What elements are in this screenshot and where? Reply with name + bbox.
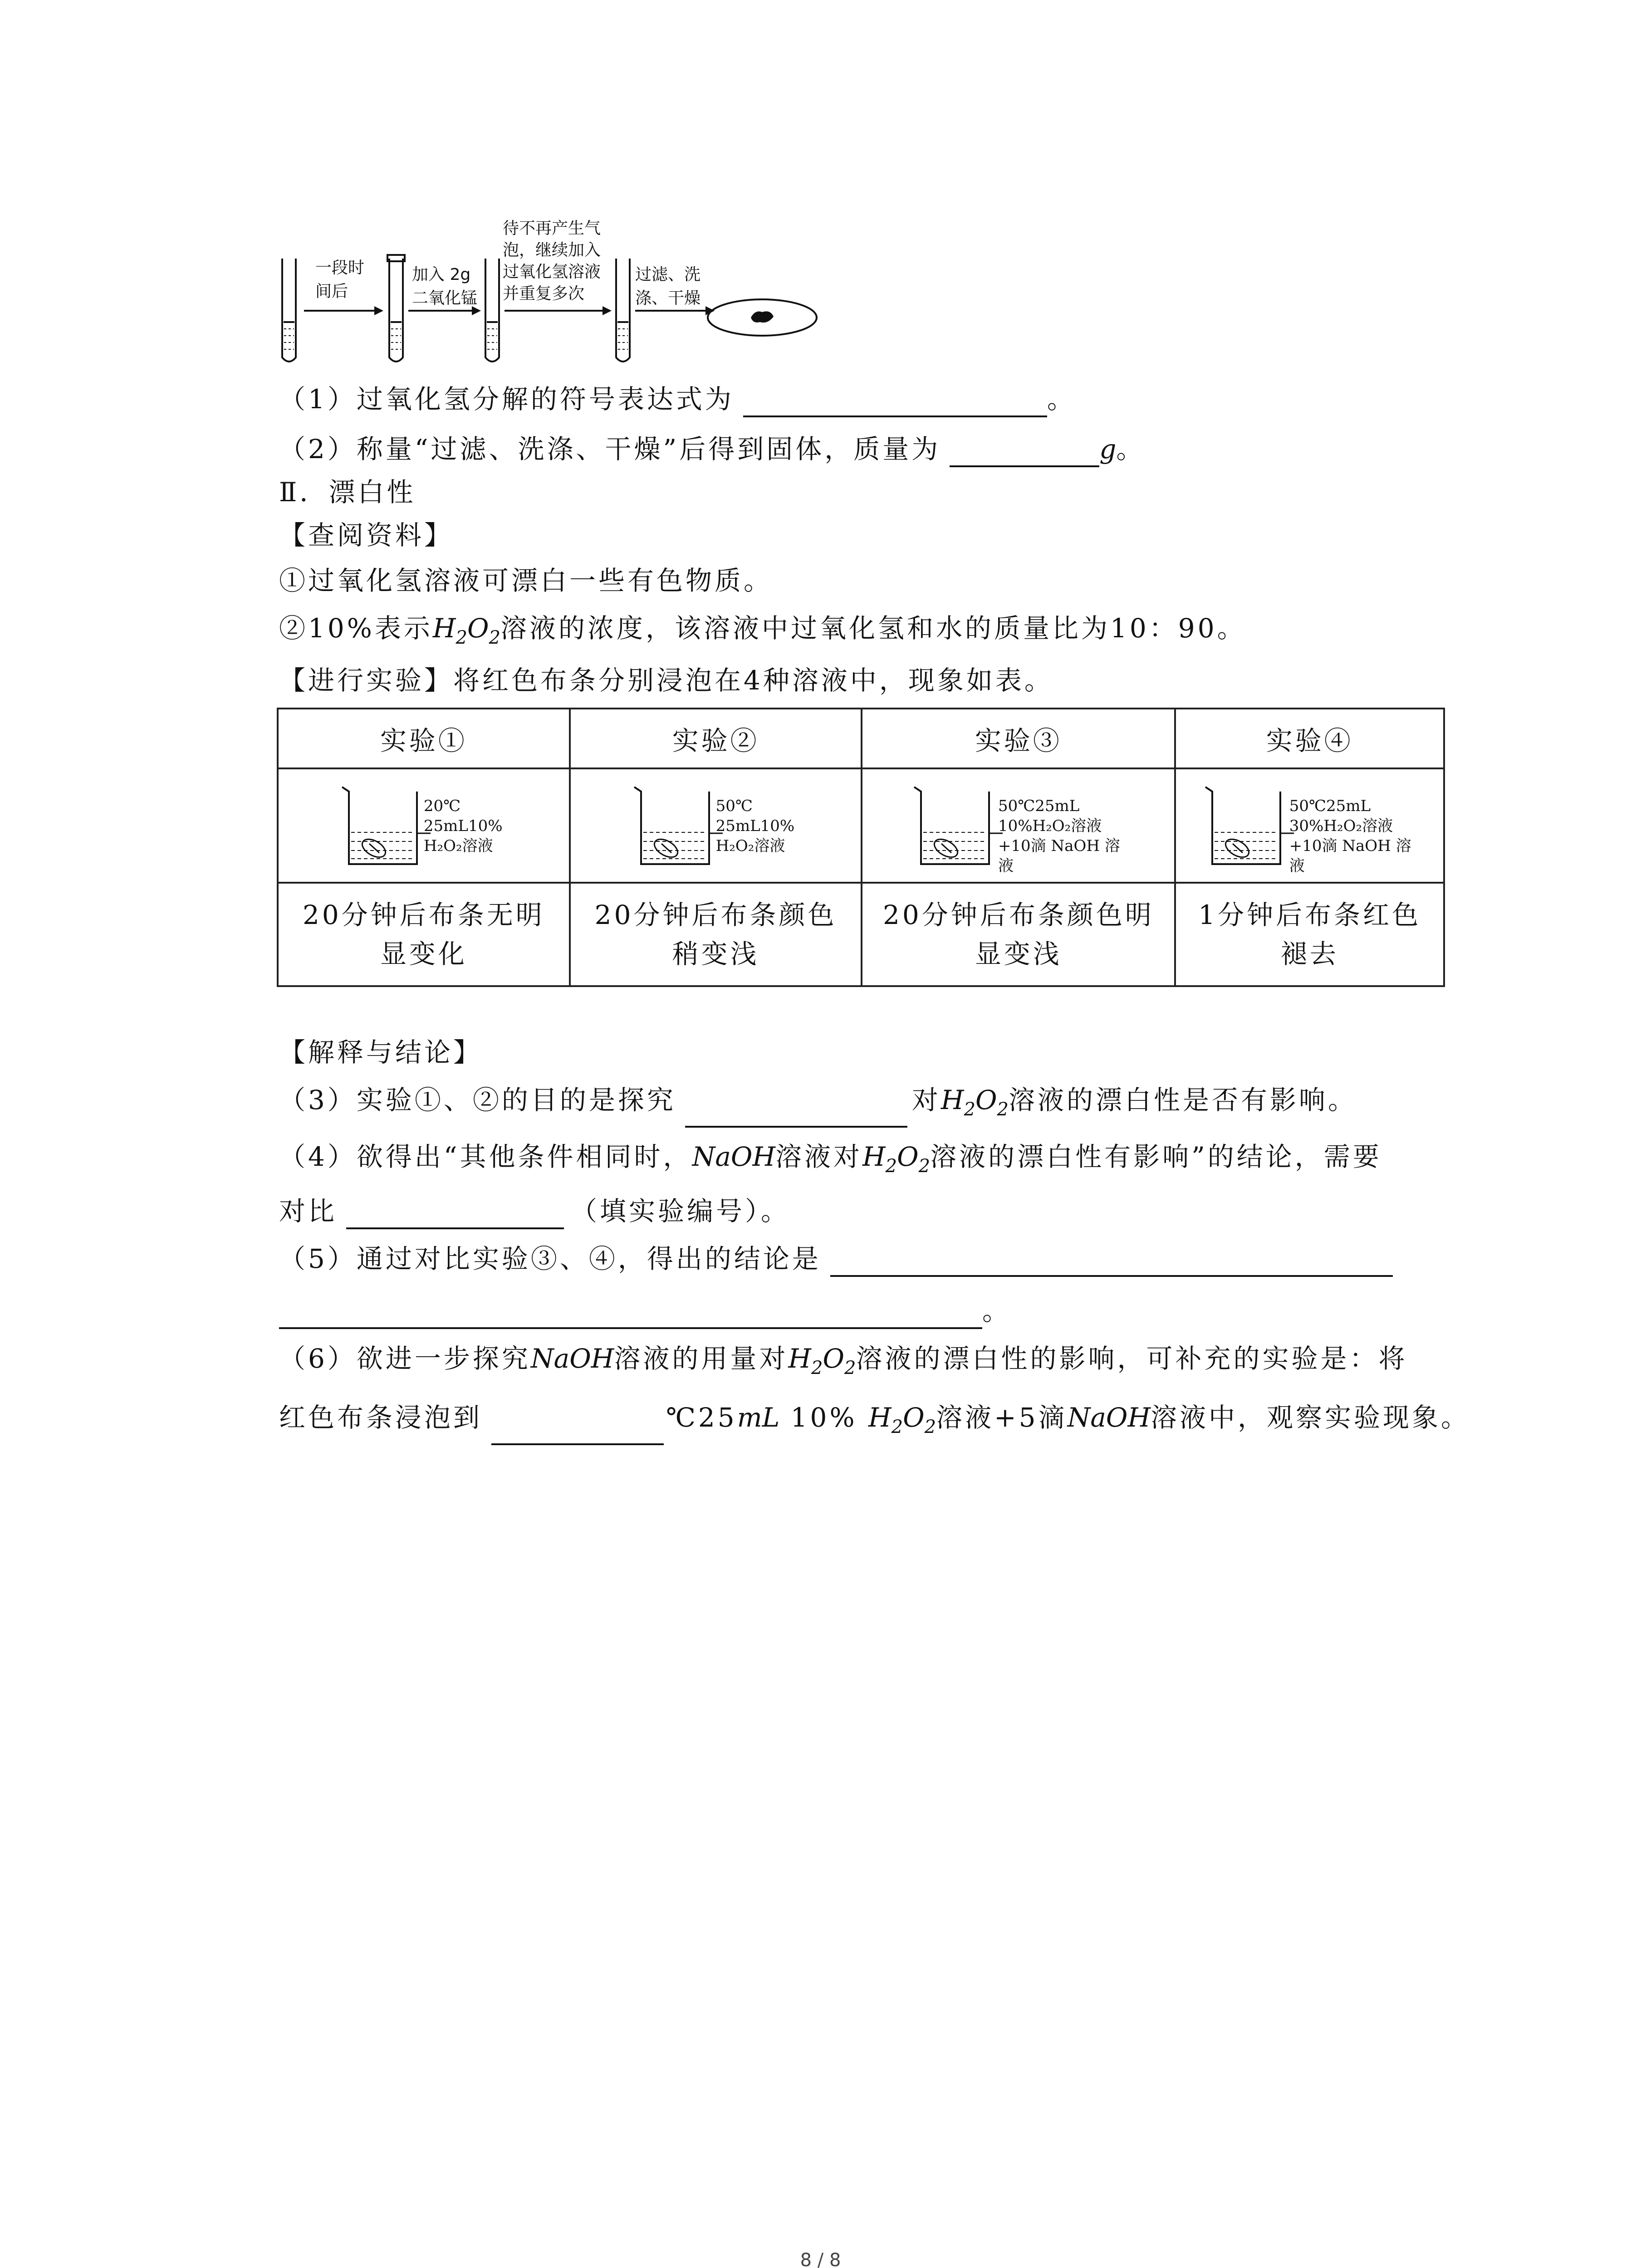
liquid-dashes-1	[284, 329, 294, 349]
test-tube-1	[282, 259, 296, 362]
flow-step-3: 待不再产生气 泡，继续加入 过氧化氢溶液 并重复多次	[503, 219, 601, 303]
conclusion-title: 【解释与结论】	[279, 1037, 483, 1068]
question-1: （1）过氧化氢分解的符号表达式为 。	[279, 381, 1076, 417]
test-tube-3	[485, 259, 499, 362]
beaker-cell-4: 50℃25mL 30%H₂O₂溶液 +10滴 NaOH 溶液	[1175, 768, 1444, 883]
table-row	[278, 883, 1444, 986]
question-4: （4）欲得出“其他条件相同时，NaOH溶液对$H_2O_2$溶液的漂白性有影响”的结论，需要	[279, 1141, 1382, 1177]
solid-residue	[751, 311, 774, 323]
answer-blank-4[interactable]	[346, 1198, 564, 1229]
flow-step-2: 加入 2g 二氧化锰	[412, 265, 478, 308]
beaker-icon	[625, 778, 725, 873]
experiment-intro: 【进行实验】将红色布条分别浸泡在4种溶液中，现象如表。	[279, 665, 1053, 696]
reference-title: 【查阅资料】	[279, 520, 454, 551]
question-6-cont: 红色布条浸泡到 ℃25mL 10% $H_2O_2$溶液+5滴NaOH溶液中，观察实验现象。	[279, 1399, 1470, 1445]
question-3: （3）实验①、②的目的是探究 对$H_2O_2$溶液的漂白性是否有影响。	[279, 1082, 1357, 1128]
answer-blank-1[interactable]	[743, 386, 1047, 417]
answer-blank-2[interactable]	[950, 436, 1099, 467]
beaker-icon	[1196, 778, 1296, 873]
question-4-cont: 对比 （填实验编号）。	[279, 1193, 790, 1229]
flow-step-4: 过滤、洗 涤、干燥	[635, 265, 701, 308]
table-header: 实验②	[570, 709, 862, 768]
answer-blank-6[interactable]	[491, 1414, 664, 1445]
table-cell: 1分钟后布条红色 褪去	[1175, 883, 1444, 986]
question-5: （5）通过对比实验③、④，得出的结论是	[279, 1241, 1393, 1277]
question-6: （6）欲进一步探究NaOH溶液的用量对$H_2O_2$溶液的漂白性的影响，可补充的实验是：将	[279, 1343, 1408, 1378]
test-tube-2	[387, 255, 405, 362]
table-header: 实验①	[278, 709, 570, 768]
reference-item-1: ①过氧化氢溶液可漂白一些有色物质。	[279, 565, 773, 596]
table-cell: 20分钟后布条无明 显变化	[278, 883, 570, 986]
question-5-cont: 。	[279, 1293, 1011, 1329]
beaker-icon	[333, 778, 433, 873]
beaker-cell-3: 50℃25mL 10%H₂O₂溶液 +10滴 NaOH 溶液	[862, 768, 1175, 883]
flow-diagram	[272, 213, 826, 367]
section-heading: Ⅱ．漂白性	[279, 477, 416, 508]
answer-blank-5[interactable]	[830, 1246, 1393, 1277]
question-1-text: （1）过氧化氢分解的符号表达式为	[279, 384, 734, 415]
test-tube-4	[616, 259, 630, 362]
flow-step-1: 一段时 间后	[315, 259, 365, 301]
page-number: 8 / 8	[800, 2250, 841, 2268]
table-header-row	[278, 709, 1444, 768]
experiment-table	[277, 708, 1445, 987]
question-2: （2）称量“过滤、洗涤、干燥”后得到固体，质量为 g。	[279, 431, 1145, 467]
answer-blank-3[interactable]	[685, 1097, 907, 1128]
beaker-cell-1: 20℃ 25mL10% H₂O₂溶液	[278, 768, 570, 883]
question-2-text: （2）称量“过滤、洗涤、干燥”后得到固体，质量为	[279, 434, 941, 464]
table-cell: 20分钟后布条颜色明 显变浅	[862, 883, 1175, 986]
table-row	[278, 768, 1444, 883]
answer-blank-5b[interactable]	[279, 1298, 982, 1329]
table-header: 实验④	[1175, 709, 1444, 768]
beaker-cell-2: 50℃ 25mL10% H₂O₂溶液	[570, 768, 862, 883]
table-cell: 20分钟后布条颜色 稍变浅	[570, 883, 862, 986]
beaker-icon	[905, 778, 1005, 873]
table-header: 实验③	[862, 709, 1175, 768]
reference-item-2: ②10%表示$H_2O_2$溶液的浓度，该溶液中过氧化氢和水的质量比为10：90。	[279, 613, 1246, 648]
